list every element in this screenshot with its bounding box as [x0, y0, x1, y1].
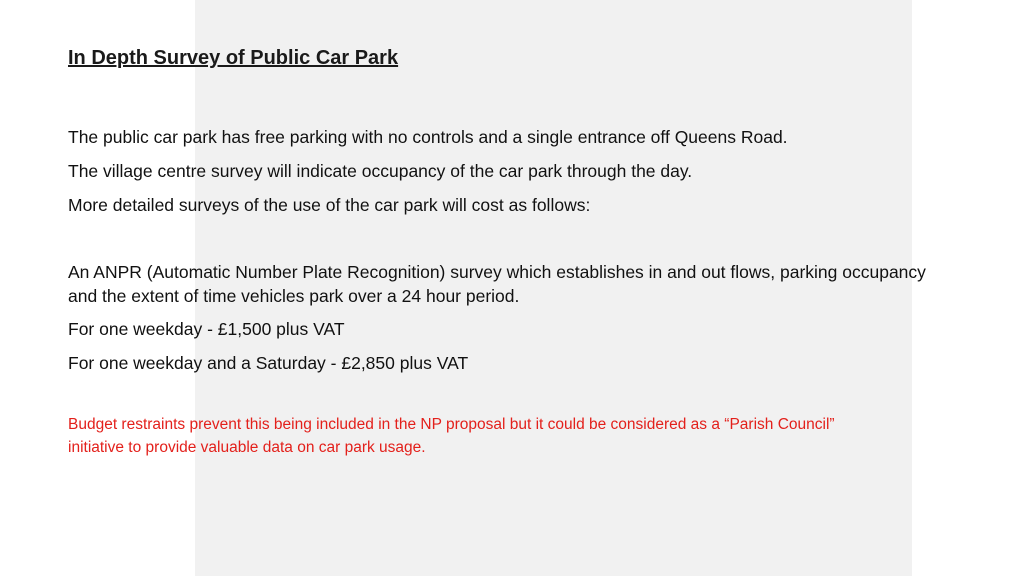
intro-line-3: More detailed surveys of the use of the car park will cost as follows:: [68, 195, 591, 215]
anpr-description: An ANPR (Automatic Number Plate Recognition) survey which establishes in and out flows, parking occupancy and the extent of time vehicles park over a 24 hour period.: [68, 262, 926, 306]
budget-note: Budget restraints prevent this being included in the NP proposal but it could be considered as a “Parish Council” initiative to provide valuable data on car park usage.: [68, 416, 835, 456]
intro-line-1: The public car park has free parking with no controls and a single entrance off Queens Road.: [68, 127, 788, 147]
price-option-weekday: For one weekday - £1,500 plus VAT: [68, 319, 345, 339]
intro-line-2: The village centre survey will indicate occupancy of the car park through the day.: [68, 161, 693, 181]
slide-title: In Depth Survey of Public Car Park: [68, 47, 399, 69]
price-option-weekday-saturday: For one weekday and a Saturday - £2,850 plus VAT: [68, 353, 469, 373]
